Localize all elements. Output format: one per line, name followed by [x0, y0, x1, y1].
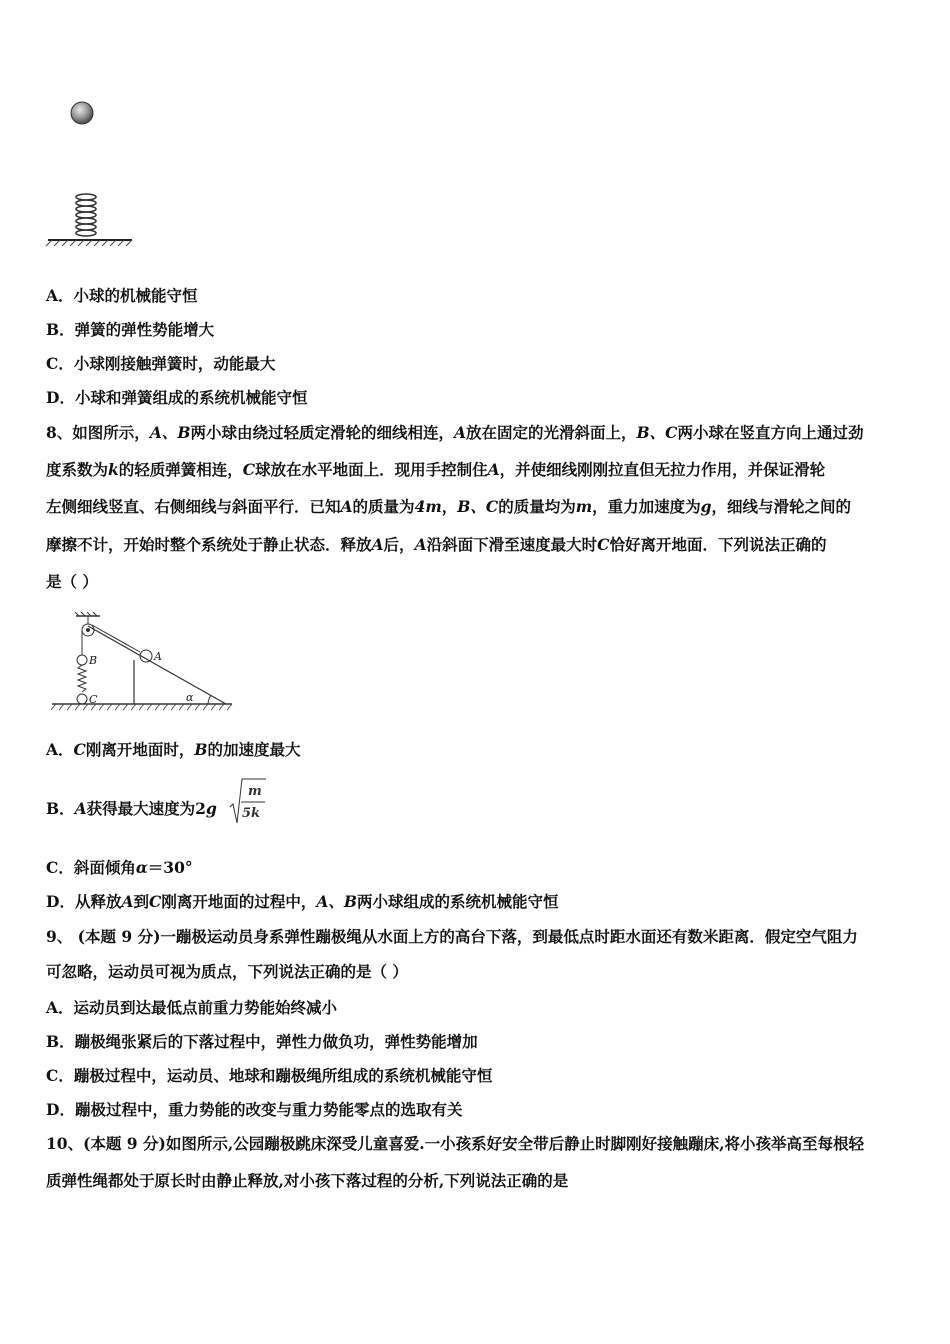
label-b: B — [89, 654, 98, 667]
ball-c — [77, 694, 87, 704]
q9-option-a: A．运动员到达最低点前重力势能始终减小 — [46, 998, 338, 1017]
q8-line-5: 是（ ） — [46, 572, 98, 591]
q7-option-a: A．小球的机械能守恒 — [46, 286, 198, 305]
q9-option-c: C．蹦极过程中，运动员、地球和蹦极绳所组成的系统机械能守恒 — [46, 1066, 493, 1085]
q8-option-d: D．从释放A到C刚离开地面的过程中，A、B两小球组成的系统机械能守恒 — [46, 892, 559, 911]
spring-bc — [78, 665, 86, 692]
spring — [76, 194, 96, 236]
q8-line-2: 度系数为k的轻质弹簧相连，C球放在水平地面上．现用手控制住A，并使细线刚刚拉直但无拉力作用，并保证滑轮 — [46, 460, 826, 479]
q10-line-2: 质弹性绳都处于原长时由静止释放,对小孩下落过程的分析,下列说法正确的是 — [46, 1171, 569, 1190]
sqrt-expression — [228, 777, 268, 827]
q8-line-3: 左侧细线竖直、右侧细线与斜面平行．已知A的质量为4m，B、C的质量均为m，重力加速度为g，细线与滑轮之间的 — [46, 497, 851, 516]
q8-line-4: 摩擦不计，开始时整个系统处于静止状态．释放A后，A沿斜面下滑至速度最大时C恰好离开地面．下列说法正确的 — [46, 535, 827, 554]
q8-option-a: A．C刚离开地面时，B的加速度最大 — [46, 740, 301, 759]
pulley-incline-figure — [48, 612, 238, 717]
q7-option-b: B．弹簧的弹性势能增大 — [46, 320, 215, 339]
ball-spring-figure — [40, 95, 140, 255]
sqrt-denominator: 5k — [242, 806, 261, 821]
q9-option-b: B．蹦极绳张紧后的下落过程中，弹性力做负功，弹性势能增加 — [46, 1032, 478, 1051]
q7-option-d: D．小球和弹簧组成的系统机械能守恒 — [46, 388, 308, 407]
q9-option-d: D．蹦极过程中，重力势能的改变与重力势能零点的选取有关 — [46, 1100, 463, 1119]
q7-option-c: C．小球刚接触弹簧时，动能最大 — [46, 354, 276, 373]
label-alpha: α — [186, 691, 194, 704]
ball-b — [77, 655, 87, 665]
q10-line-1: 10、(本题 9 分)如图所示,公园蹦极跳床深受儿童喜爱.一小孩系好安全带后静止时脚刚好接触蹦床,将小孩举高至每根轻 — [46, 1134, 865, 1153]
q9-line-2: 可忽略，运动员可视为质点，下列说法正确的是（ ） — [46, 962, 408, 981]
q8-line-1: 8、如图所示，A、B两小球由绕过轻质定滑轮的细线相连，A放在固定的光滑斜面上，B、C两小球在竖直方向上通过劲 — [46, 423, 864, 442]
ball — [71, 102, 93, 124]
incline-slope — [88, 626, 226, 704]
label-a: A — [154, 650, 162, 663]
sqrt-numerator: m — [248, 784, 262, 799]
q9-line-1: 9、 (本题 9 分)一蹦极运动员身系弹性蹦极绳从水面上方的高台下落，到最低点时距水面还有数米距离．假定空气阻力 — [46, 927, 858, 946]
label-c: C — [89, 693, 98, 706]
q8-option-c: C．斜面倾角α＝30° — [46, 858, 193, 877]
q8-option-b: B．A获得最大速度为2g m 5k — [46, 777, 906, 827]
